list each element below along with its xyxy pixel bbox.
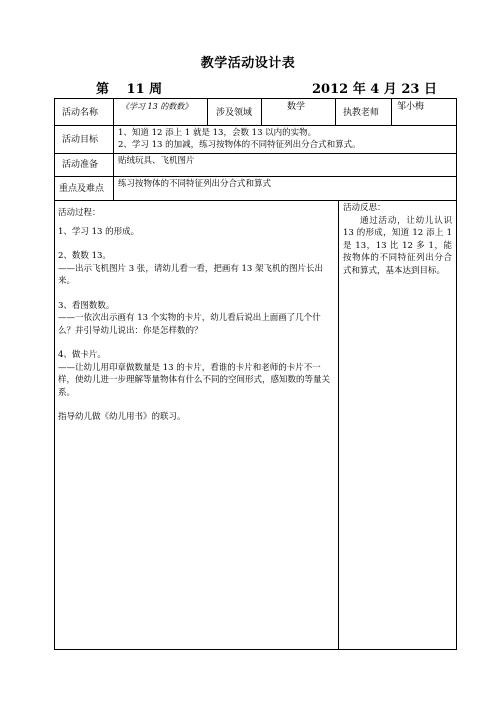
col-divider <box>391 99 392 125</box>
week-label: 第 11 周 <box>96 82 163 97</box>
process-step: ——一依次出示画有 13 个实物的卡片，幼儿看后说出上面画了几个什么？并引导幼儿说出：你是怎样数的？ <box>58 313 321 336</box>
process-section <box>58 207 334 424</box>
col-divider <box>338 200 339 649</box>
process-step: 1、学习 13 的形成。 <box>58 226 140 237</box>
col-divider <box>335 99 336 125</box>
process-step: 指导幼儿做《幼儿用书》的联习。 <box>58 412 186 422</box>
field-value: 数学 <box>287 102 306 112</box>
col-divider <box>207 99 208 125</box>
document-title: 教学活动设计表 <box>200 56 296 71</box>
row-divider <box>55 200 456 201</box>
activity-name-value: 《学习 13 的数数》 <box>121 102 193 111</box>
process-step: ——出示飞机图片 3 张，请幼儿看一看，把画有 13 架飞机的图片长出来。 <box>58 263 324 286</box>
col-divider <box>261 99 262 125</box>
process-step: 3、看图数数。 <box>58 300 115 311</box>
teacher-value: 邹小梅 <box>397 102 425 112</box>
prep-label: 活动准备 <box>62 160 99 170</box>
key-label: 重点及难点 <box>59 184 105 194</box>
process-label: 活动过程： <box>58 208 101 218</box>
date-label: 2012 年 4 月 23 日 <box>312 82 437 97</box>
field-label: 涉及领域 <box>216 108 253 118</box>
row-divider <box>55 153 456 154</box>
activity-design-table <box>54 98 457 650</box>
teacher-label: 执教老师 <box>343 108 380 118</box>
activity-name-label: 活动名称 <box>62 108 99 118</box>
key-value: 练习按物体的不同特征列出分合式和算式 <box>118 179 272 189</box>
col-divider <box>113 99 114 200</box>
process-step: 2、数数 13。 <box>58 251 111 261</box>
prep-value: 贴绒玩具、飞机图片 <box>118 156 195 166</box>
reflection-label: 活动反思： <box>343 203 386 213</box>
goal-item: 1、知道 12 添上 1 就是 13，会数 13 以内的实物。 <box>118 128 317 138</box>
reflection-section <box>343 202 452 277</box>
reflection-text: 通过活动，让幼儿认识 13 的形成，知道 12 添上 1 是 13，13 比 12 多 1，能按物体的不同特征列出分合式和算式，基本达到目标。 <box>343 215 452 276</box>
goal-item: 2、学习 13 的加减，练习按物体的不同特征列出分合式和算式。 <box>118 140 361 150</box>
goal-list <box>118 127 454 151</box>
process-step: 4、做卡片。 <box>58 350 106 360</box>
goal-label: 活动目标 <box>62 135 99 145</box>
row-divider <box>55 176 456 177</box>
row-divider <box>55 125 456 126</box>
process-step: ——让幼儿用印章做数量是 13 的卡片，看谁的卡片和老师的卡片不一样，使幼儿进一步理解等量物体有什么不同的空间形式，感知数的等量关系。 <box>58 362 331 398</box>
